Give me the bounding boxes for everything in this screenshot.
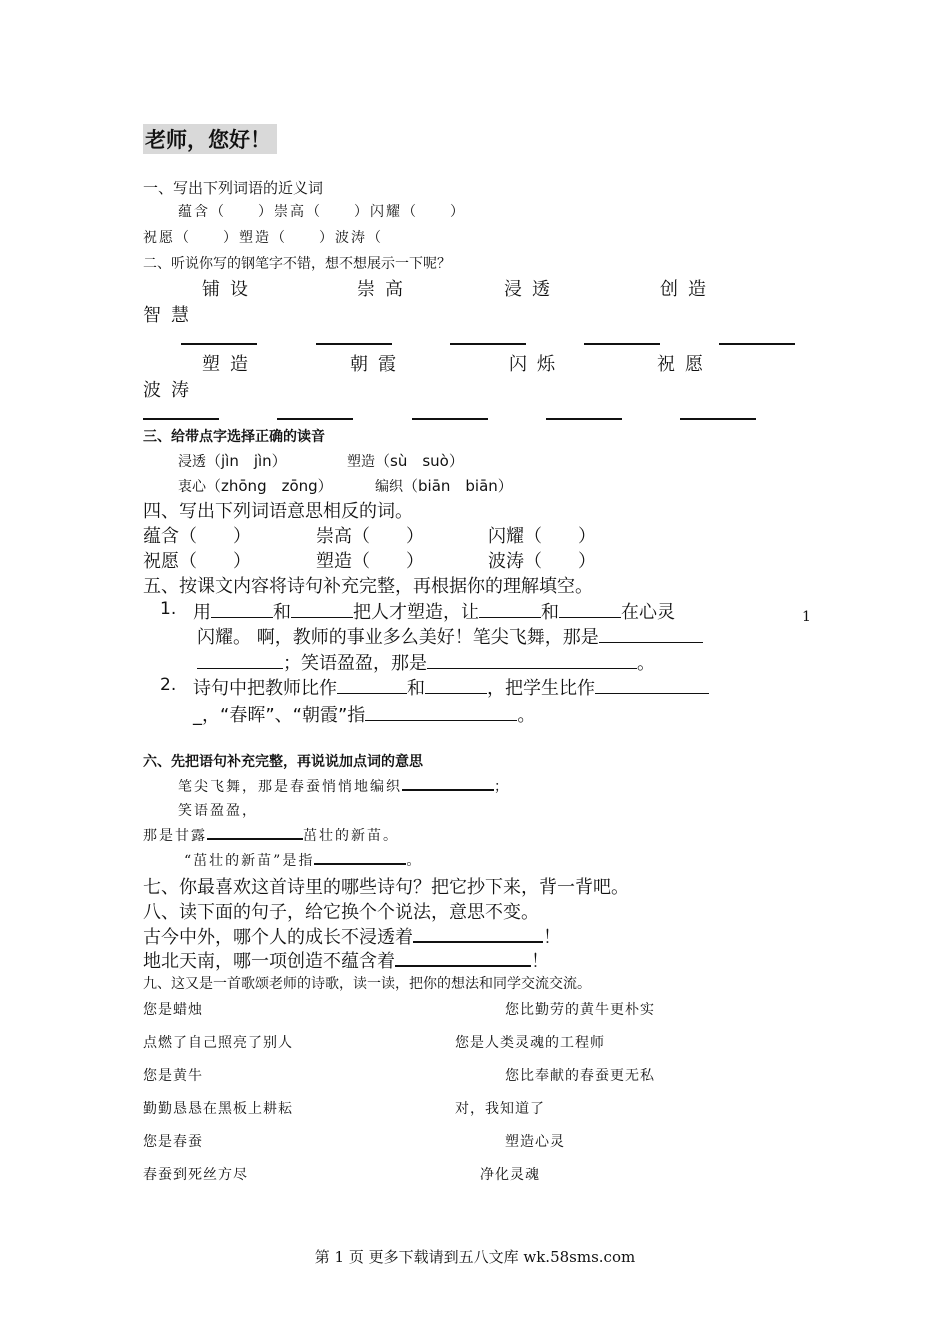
q6-line1 bbox=[178, 775, 510, 796]
q5-text: ；笑语盈盈，那是 bbox=[283, 653, 427, 674]
answer-blank[interactable] bbox=[211, 603, 273, 618]
q3-item bbox=[375, 475, 513, 496]
q6-line4 bbox=[184, 849, 422, 870]
q6-text: 。 bbox=[383, 828, 399, 844]
answer-blank[interactable] bbox=[337, 679, 407, 694]
q4-item: 塑造（ ） bbox=[316, 551, 424, 572]
poem-line: 勤勤恳恳在黑板上耕耘 bbox=[143, 1101, 293, 1117]
answer-blank[interactable] bbox=[412, 418, 488, 420]
answer-blank[interactable] bbox=[207, 824, 303, 840]
q5-text: 和 bbox=[407, 678, 425, 699]
q3-item bbox=[178, 450, 287, 471]
q5-text: 。 bbox=[517, 705, 536, 726]
answer-blank[interactable] bbox=[595, 679, 709, 694]
q5-text: 。 bbox=[637, 653, 655, 674]
q5-line4 bbox=[193, 674, 709, 700]
q1-heading: 一、写出下列词语的近义词 bbox=[143, 179, 324, 197]
q4-item: 波涛（ ） bbox=[488, 551, 596, 572]
q5-line2 bbox=[197, 623, 703, 649]
answer-blank[interactable] bbox=[181, 343, 257, 345]
q5-line3 bbox=[197, 649, 655, 675]
poem-line: 您比勤劳的黄牛更朴实 bbox=[505, 1002, 655, 1018]
poem-line: 您是黄牛 bbox=[143, 1068, 203, 1084]
answer-blank[interactable] bbox=[413, 927, 543, 943]
answer-blank[interactable] bbox=[425, 679, 487, 694]
q5-text: _，“春晖”、“朝霞”指 bbox=[193, 705, 366, 726]
q2-word: 朝霞 bbox=[350, 354, 406, 375]
q5-text: 和 bbox=[273, 602, 291, 623]
page-footer: 第 1 页 更多下载请到五八文库 wk.58sms.com bbox=[314, 1248, 636, 1266]
answer-blank[interactable] bbox=[395, 951, 531, 967]
q5-line1 bbox=[193, 598, 675, 624]
answer-blank[interactable] bbox=[680, 418, 756, 420]
q4-item: 崇高（ ） bbox=[316, 526, 424, 547]
q5-text: 和 bbox=[541, 602, 559, 623]
answer-blank[interactable] bbox=[719, 343, 795, 345]
answer-blank[interactable] bbox=[599, 628, 703, 643]
q6-text: 那是甘露 bbox=[143, 828, 207, 844]
q2-word: 崇高 bbox=[357, 279, 413, 300]
q5-text: 用 bbox=[193, 602, 211, 623]
answer-blank[interactable] bbox=[402, 775, 494, 791]
answer-blank[interactable] bbox=[450, 343, 526, 345]
q3-item bbox=[178, 475, 333, 496]
answer-blank[interactable] bbox=[143, 418, 219, 420]
q2-word: 祝愿 bbox=[657, 354, 713, 375]
poem-line: 您是人类灵魂的工程师 bbox=[455, 1035, 605, 1051]
q2-word: 浸透 bbox=[504, 279, 560, 300]
q6-text: “茁壮的新苗”是指 bbox=[184, 853, 315, 869]
answer-blank[interactable] bbox=[365, 706, 517, 721]
q6-text: 茁壮的新苗 bbox=[303, 828, 383, 844]
q5-text: 在心灵 bbox=[621, 602, 675, 623]
q5-text: 闪耀。 啊，教师的事业多么美好！笔尖飞舞，那是 bbox=[197, 627, 599, 648]
answer-blank[interactable] bbox=[559, 603, 621, 618]
answer-blank[interactable] bbox=[314, 849, 406, 865]
answer-blank[interactable] bbox=[584, 343, 660, 345]
q2-word: 波涛 bbox=[143, 380, 199, 401]
poem-line: 对，我知道了 bbox=[455, 1101, 545, 1117]
q5-text: ，把学生比作 bbox=[487, 678, 595, 699]
q6-line3 bbox=[143, 824, 399, 845]
q8-text: 古今中外，哪个人的成长不浸透着 bbox=[143, 927, 413, 948]
q6-heading: 六、先把语句补充完整，再说说加点词的意思 bbox=[143, 754, 423, 770]
poem-line: 您是春蚕 bbox=[143, 1134, 203, 1150]
q3-word: 编织 bbox=[375, 479, 403, 495]
q1-line2: 祝愿（ ）塑造（ ）波涛（ bbox=[143, 230, 383, 246]
q2-heading: 二、听说你写的钢笔字不错，想不想展示一下呢？ bbox=[143, 256, 451, 272]
page-title: 老师，您好！ bbox=[143, 124, 277, 154]
q9-heading: 九、这又是一首歌颂老师的诗歌，读一读，把你的想法和同学交流交流。 bbox=[143, 976, 591, 992]
q8-text: ！ bbox=[531, 951, 549, 972]
q2-word: 铺设 bbox=[202, 279, 258, 300]
answer-blank[interactable] bbox=[427, 654, 637, 669]
q4-item: 祝愿（ ） bbox=[143, 551, 251, 572]
side-page-number: 1 bbox=[802, 609, 811, 625]
q3-word: 衷心 bbox=[178, 479, 206, 495]
answer-blank[interactable] bbox=[277, 418, 353, 420]
answer-blank[interactable] bbox=[546, 418, 622, 420]
q5-item-number: 1. bbox=[160, 599, 177, 619]
poem-line: 您比奉献的春蚕更无私 bbox=[505, 1068, 655, 1084]
q6-text: ； bbox=[494, 779, 510, 795]
q7-heading: 七、你最喜欢这首诗里的哪些诗句？把它抄下来，背一背吧。 bbox=[143, 877, 629, 898]
poem-line: 您是蜡烛 bbox=[143, 1002, 203, 1018]
answer-blank[interactable] bbox=[316, 343, 392, 345]
answer-blank[interactable] bbox=[291, 603, 353, 618]
poem-line: 春蚕到死丝方尽 bbox=[143, 1167, 248, 1183]
q6-text: 笔尖飞舞，那是春蚕悄悄地编织 bbox=[178, 779, 402, 795]
q4-item: 闪耀（ ） bbox=[488, 526, 596, 547]
answer-blank[interactable] bbox=[479, 603, 541, 618]
q1-line1: 蕴含（ ）崇高（ ）闪耀（ ） bbox=[178, 204, 466, 220]
q8-text: 地北天南，哪一项创造不蕴含着 bbox=[143, 951, 395, 972]
q3-pinyin: （jìn jìn） bbox=[206, 452, 287, 470]
poem-line: 净化灵魂 bbox=[480, 1167, 540, 1183]
q8-sentence2 bbox=[143, 947, 549, 973]
q8-heading: 八、读下面的句子，给它换个个说法，意思不变。 bbox=[143, 902, 539, 923]
poem-line: 点燃了自己照亮了别人 bbox=[143, 1035, 293, 1051]
q6-text: 。 bbox=[406, 853, 423, 869]
q3-item bbox=[347, 450, 464, 471]
answer-blank[interactable] bbox=[197, 654, 283, 669]
q3-word: 塑造 bbox=[347, 454, 375, 470]
q6-line2: 笑语盈盈， bbox=[178, 803, 258, 819]
q2-word: 智慧 bbox=[143, 305, 199, 326]
q5-text: 把人才塑造，让 bbox=[353, 602, 479, 623]
q5-heading: 五、按课文内容将诗句补充完整，再根据你的理解填空。 bbox=[143, 576, 593, 597]
q5-text: 诗句中把教师比作 bbox=[193, 678, 337, 699]
q2-word: 创造 bbox=[660, 279, 716, 300]
q8-sentence1 bbox=[143, 923, 561, 949]
q8-text: ！ bbox=[543, 927, 561, 948]
q3-pinyin: （sù suò） bbox=[375, 452, 464, 470]
q3-word: 浸透 bbox=[178, 454, 206, 470]
q4-item: 蕴含（ ） bbox=[143, 526, 251, 547]
q4-heading: 四、写出下列词语意思相反的词。 bbox=[143, 501, 413, 522]
q2-word: 塑造 bbox=[202, 354, 258, 375]
q5-line5 bbox=[193, 701, 535, 727]
poem-line: 塑造心灵 bbox=[505, 1134, 565, 1150]
q2-word: 闪烁 bbox=[509, 354, 565, 375]
q3-pinyin: （zhōng zōng） bbox=[206, 477, 333, 495]
q3-heading: 三、给带点字选择正确的读音 bbox=[143, 429, 325, 445]
q3-pinyin: （biān biān） bbox=[403, 477, 513, 495]
q5-item-number: 2. bbox=[160, 675, 177, 695]
